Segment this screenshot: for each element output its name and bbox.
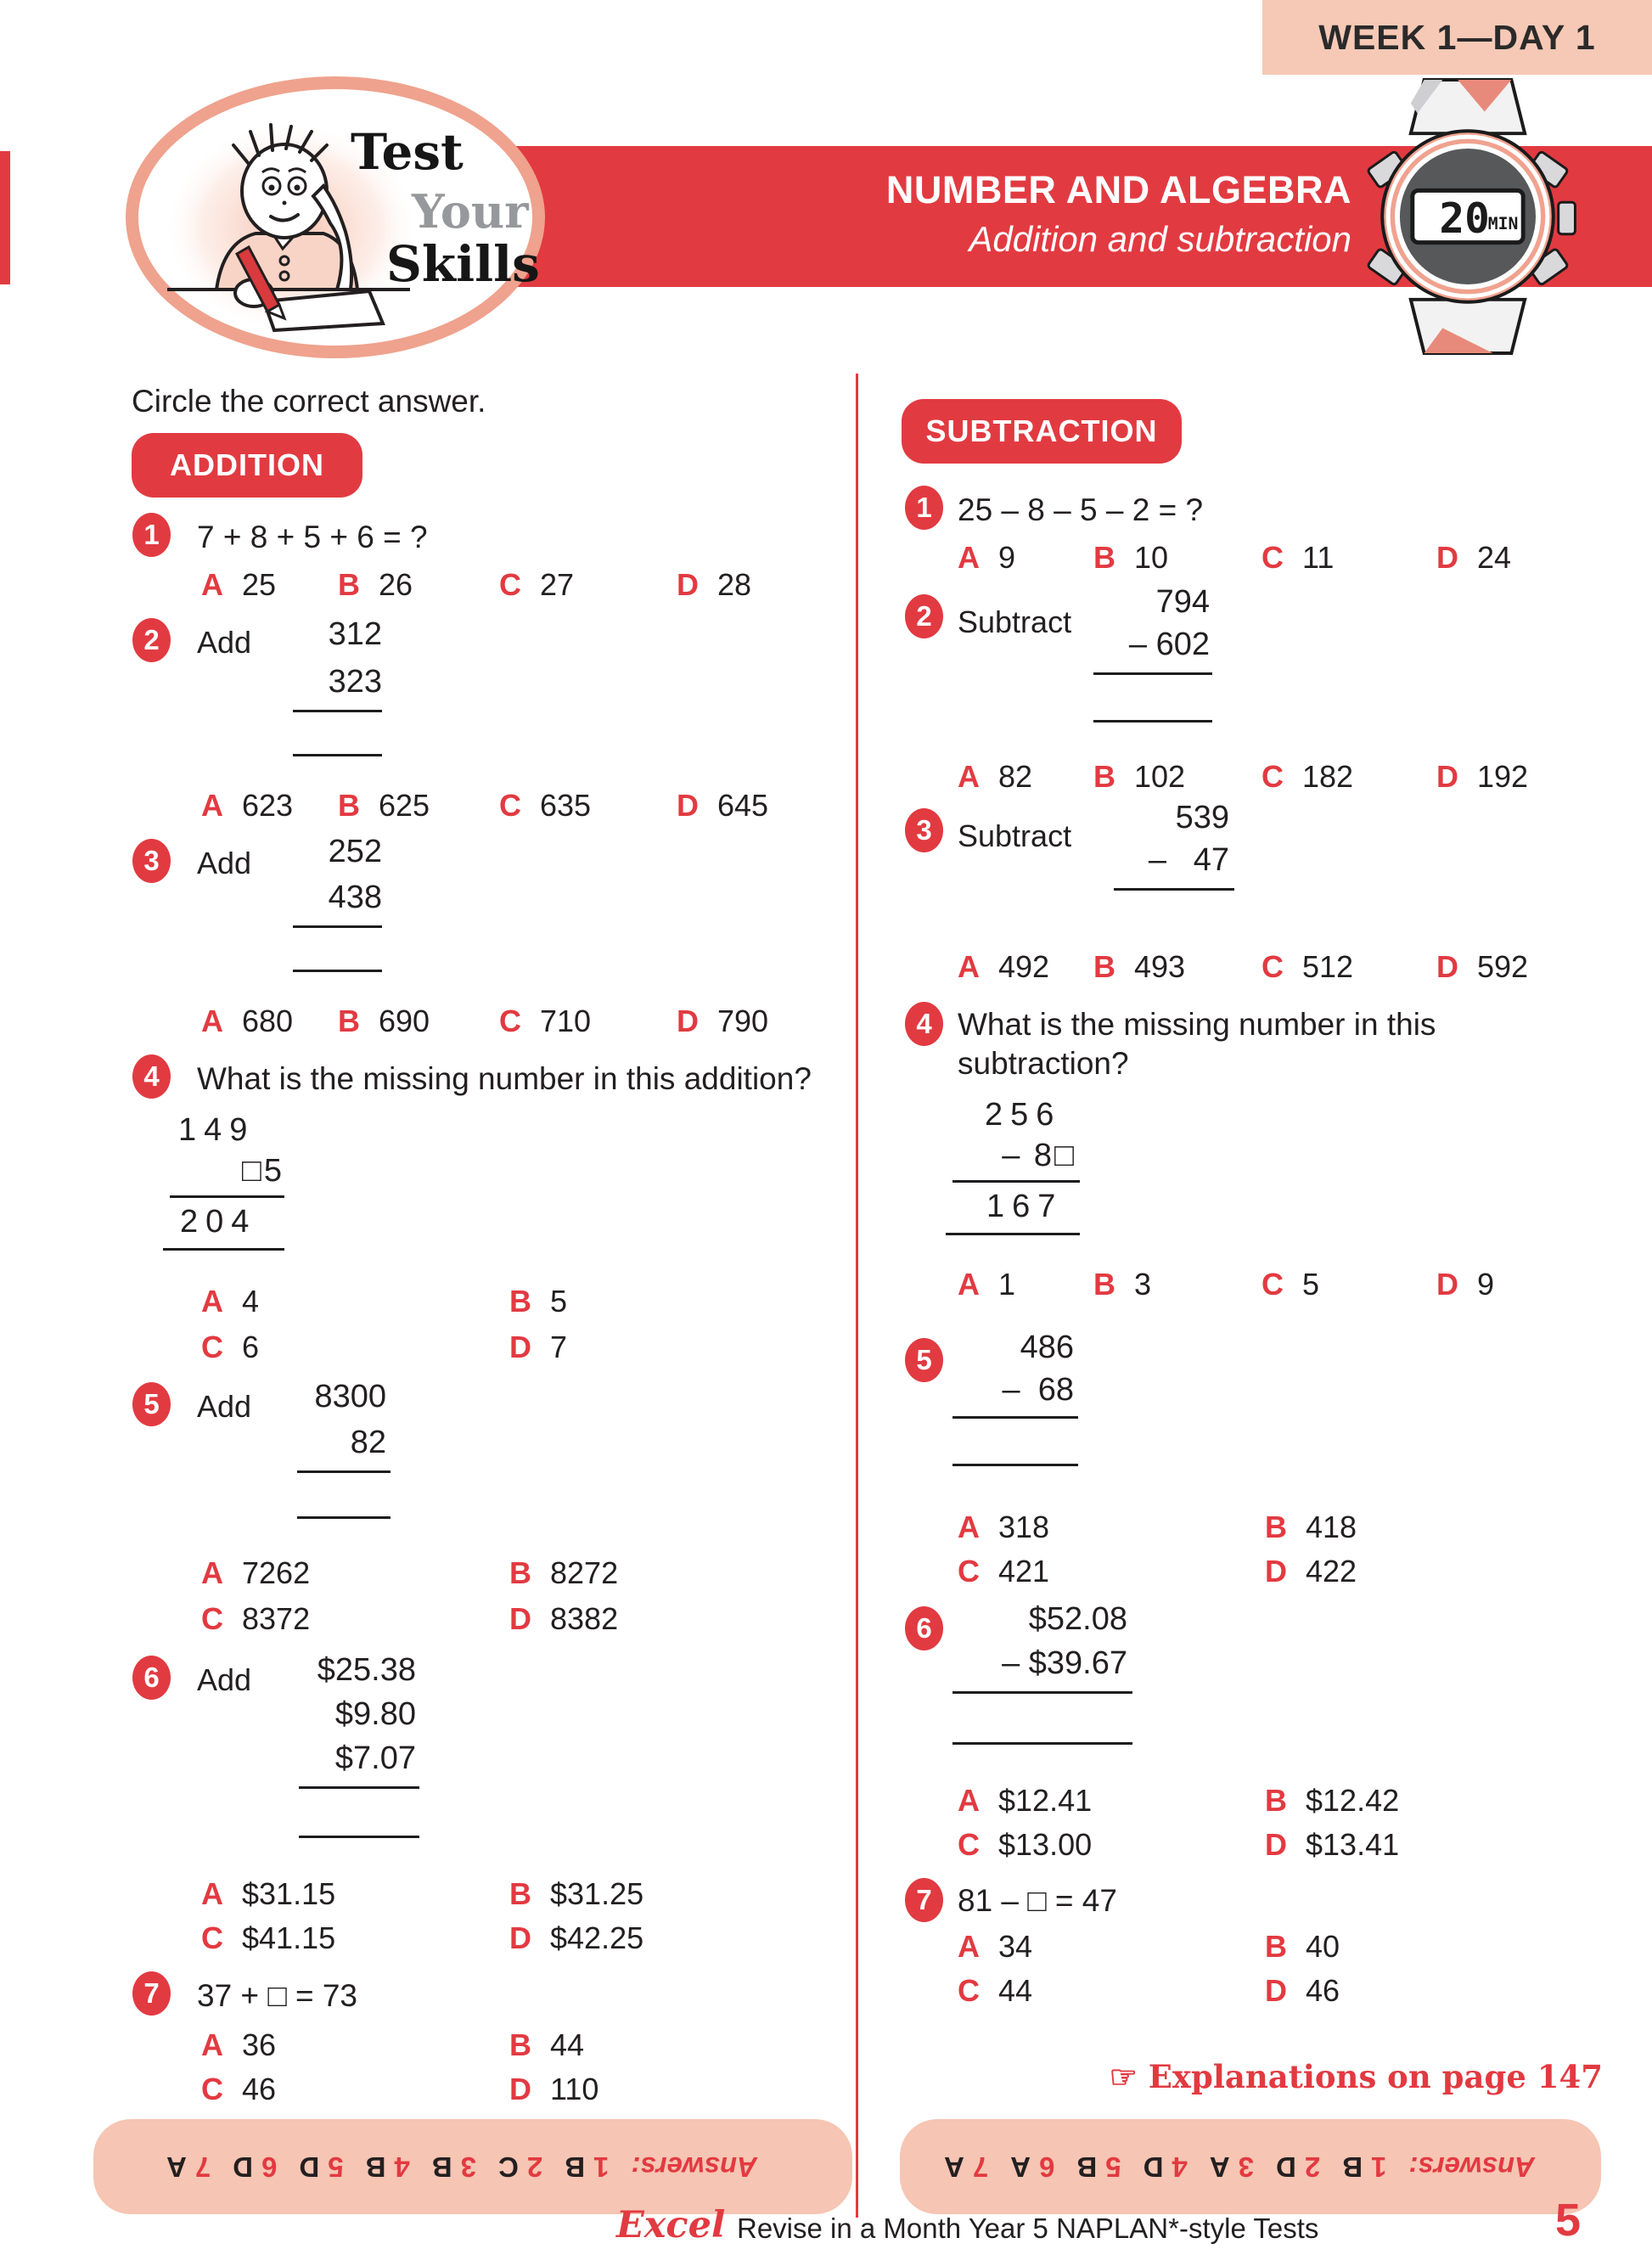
subtraction-q2-option-b[interactable] bbox=[1093, 759, 1185, 795]
addition-q1-number: 1 bbox=[132, 513, 171, 557]
week-day-banner bbox=[1262, 0, 1652, 75]
addition-q4-option-d[interactable] bbox=[509, 1330, 567, 1365]
option-value: 8372 bbox=[242, 1601, 311, 1636]
subtraction-q4-prompt-line2: subtraction? bbox=[958, 1046, 1129, 1081]
addition-q6-option-d[interactable] bbox=[509, 1920, 643, 1956]
subtraction-q1-option-b[interactable] bbox=[1093, 540, 1168, 576]
option-letter: D bbox=[677, 567, 699, 602]
option-letter: B bbox=[1093, 1267, 1115, 1302]
answer-line[interactable] bbox=[1093, 720, 1212, 723]
option-letter: D bbox=[1436, 540, 1458, 575]
subtraction-q2-op: Subtract bbox=[958, 604, 1072, 639]
subtraction-q7-option-c[interactable] bbox=[958, 1973, 1032, 2009]
option-value: 5 bbox=[1302, 1267, 1320, 1302]
option-letter: A bbox=[958, 1267, 980, 1302]
option-value: 9 bbox=[998, 540, 1016, 575]
option-letter: C bbox=[958, 1554, 980, 1588]
stack-line: 82 bbox=[350, 1425, 386, 1460]
option-value: 8382 bbox=[550, 1601, 619, 1636]
test-your-skills-logo bbox=[126, 76, 545, 358]
subtraction-q6-option-c[interactable] bbox=[958, 1827, 1092, 1863]
option-value: 418 bbox=[1306, 1510, 1357, 1544]
math-rule-line bbox=[952, 1691, 1132, 1694]
stack-line: 323 bbox=[328, 664, 382, 700]
option-letter: A bbox=[201, 1555, 223, 1590]
subtraction-q2-option-d[interactable] bbox=[1436, 759, 1528, 795]
stack-line: 256 bbox=[985, 1097, 1062, 1133]
option-value: 635 bbox=[540, 788, 592, 823]
addition-q3-op: Add bbox=[197, 846, 252, 880]
option-letter: B bbox=[338, 788, 360, 823]
section-subtitle: Addition and subtraction bbox=[969, 219, 1351, 259]
subtraction-q3-option-a[interactable] bbox=[958, 949, 1049, 985]
option-letter: D bbox=[509, 1601, 531, 1636]
option-letter: B bbox=[1265, 1929, 1287, 1964]
subtraction-q7-prompt: 81 – □ = 47 bbox=[958, 1883, 1117, 1918]
math-rule-line bbox=[1114, 888, 1234, 891]
option-letter: B bbox=[338, 567, 360, 602]
subtraction-q5-option-d[interactable] bbox=[1265, 1554, 1357, 1589]
addition-q5-number: 5 bbox=[132, 1382, 171, 1426]
option-value: $42.25 bbox=[550, 1920, 644, 1955]
option-letter: A bbox=[958, 540, 980, 575]
addition-q6-option-c[interactable] bbox=[201, 1920, 335, 1956]
addition-q7-option-c[interactable] bbox=[201, 2072, 276, 2107]
option-value: 9 bbox=[1477, 1267, 1495, 1302]
subtraction-q7-number: 7 bbox=[905, 1878, 943, 1922]
option-letter: A bbox=[201, 1876, 223, 1911]
pointing-hand-icon: ☞ bbox=[1109, 2058, 1138, 2095]
option-letter: D bbox=[1436, 759, 1458, 794]
option-value: 24 bbox=[1477, 540, 1512, 575]
option-value: 592 bbox=[1477, 949, 1529, 984]
subtraction-q6-option-a[interactable] bbox=[958, 1783, 1092, 1819]
option-letter: B bbox=[338, 1004, 360, 1038]
subtraction-q1-number: 1 bbox=[905, 486, 943, 530]
option-letter: C bbox=[958, 1973, 980, 2008]
option-value: 40 bbox=[1306, 1929, 1340, 1964]
option-letter: D bbox=[1436, 949, 1458, 984]
option-value: 192 bbox=[1477, 759, 1529, 794]
option-value: 422 bbox=[1306, 1554, 1357, 1588]
math-rule-line bbox=[293, 710, 382, 712]
addition-q5-option-a[interactable] bbox=[201, 1555, 310, 1591]
math-rule-line bbox=[946, 1233, 1080, 1235]
stack-line: – 8□ bbox=[1002, 1138, 1076, 1173]
option-letter: A bbox=[201, 2027, 223, 2062]
answer-line[interactable] bbox=[952, 1742, 1132, 1745]
option-value: $31.15 bbox=[242, 1876, 336, 1911]
option-value: $12.42 bbox=[1306, 1783, 1400, 1818]
answers-label: Answers: bbox=[1408, 2151, 1535, 2183]
option-value: 10 bbox=[1134, 540, 1169, 575]
option-value: 26 bbox=[379, 567, 413, 602]
subtraction-q7-option-a[interactable] bbox=[958, 1929, 1032, 1965]
option-letter: C bbox=[1261, 759, 1284, 794]
option-letter: B bbox=[509, 2027, 531, 2062]
addition-q7-option-a[interactable] bbox=[201, 2027, 276, 2063]
option-letter: C bbox=[201, 2072, 223, 2106]
addition-q7-option-d[interactable] bbox=[509, 2072, 598, 2107]
option-letter: C bbox=[201, 1920, 223, 1955]
math-rule-line bbox=[297, 1470, 391, 1473]
addition-q1-option-b[interactable] bbox=[338, 567, 413, 603]
addition-q4-option-a[interactable] bbox=[201, 1284, 259, 1319]
subtraction-q5-option-a[interactable] bbox=[958, 1510, 1049, 1545]
stack-line: 794 bbox=[1155, 584, 1210, 620]
timer-watch bbox=[1358, 78, 1577, 355]
option-value: 318 bbox=[998, 1510, 1050, 1544]
option-letter: B bbox=[509, 1284, 531, 1319]
stack-line: 204 bbox=[180, 1204, 257, 1240]
subtraction-q2-number: 2 bbox=[905, 594, 943, 638]
addition-q1-option-d[interactable] bbox=[677, 567, 751, 603]
option-letter: B bbox=[1265, 1510, 1287, 1544]
option-letter: C bbox=[499, 1004, 521, 1038]
addition-q5-option-d[interactable] bbox=[509, 1601, 618, 1637]
math-rule-line bbox=[299, 1786, 419, 1789]
option-letter: C bbox=[958, 1827, 980, 1862]
stack-line: 8300 bbox=[314, 1379, 386, 1414]
option-value: 7262 bbox=[242, 1555, 311, 1590]
addition-q5-option-b[interactable] bbox=[509, 1555, 618, 1591]
stack-line: 438 bbox=[328, 880, 382, 915]
option-value: 710 bbox=[540, 1004, 592, 1038]
option-letter: D bbox=[677, 1004, 699, 1038]
addition-q7-option-b[interactable] bbox=[509, 2027, 584, 2063]
stack-line: $9.80 bbox=[334, 1696, 416, 1732]
option-value: $13.41 bbox=[1306, 1827, 1400, 1862]
option-letter: A bbox=[958, 1783, 980, 1818]
option-letter: B bbox=[1093, 540, 1115, 575]
option-value: 493 bbox=[1134, 949, 1186, 984]
subtraction-q1-option-d[interactable] bbox=[1436, 540, 1511, 576]
stack-line: $7.07 bbox=[334, 1740, 416, 1776]
addition-q4-number: 4 bbox=[132, 1054, 171, 1099]
addition-q2-option-d[interactable] bbox=[677, 788, 768, 824]
subtraction-q4-prompt-line1: What is the missing number in this bbox=[958, 1007, 1436, 1042]
logo-word-test: Test bbox=[351, 123, 464, 181]
subtraction-q5-option-b[interactable] bbox=[1265, 1510, 1357, 1545]
option-value: 44 bbox=[998, 1973, 1033, 2008]
option-letter: D bbox=[1265, 1973, 1287, 2008]
subtraction-section-badge bbox=[902, 399, 1182, 464]
option-value: 6 bbox=[242, 1330, 260, 1364]
explanations-text: Explanations on page 147 bbox=[1148, 2058, 1603, 2095]
option-value: 27 bbox=[540, 567, 575, 602]
stack-line: 167 bbox=[986, 1189, 1064, 1224]
option-value: 690 bbox=[379, 1004, 430, 1038]
option-value: 8272 bbox=[550, 1555, 619, 1590]
option-letter: B bbox=[509, 1876, 531, 1911]
footer-title: Revise in a Month Year 5 NAPLAN*-style Tests bbox=[737, 2213, 1319, 2244]
subtraction-q4-option-a[interactable] bbox=[958, 1267, 1015, 1302]
option-value: 102 bbox=[1134, 759, 1186, 794]
option-value: 5 bbox=[550, 1284, 568, 1319]
option-value: 1 bbox=[998, 1267, 1016, 1302]
option-value: 7 bbox=[550, 1330, 568, 1364]
subtraction-q3-op: Subtract bbox=[958, 818, 1072, 853]
answer-line[interactable] bbox=[299, 1836, 419, 1838]
subtraction-section-label: SUBTRACTION bbox=[925, 413, 1158, 448]
option-value: $13.00 bbox=[998, 1827, 1093, 1862]
addition-q3-option-d[interactable] bbox=[677, 1004, 768, 1039]
math-rule-line bbox=[1093, 672, 1212, 675]
subtraction-q2-option-c[interactable] bbox=[1261, 759, 1353, 795]
subtraction-q3-option-c[interactable] bbox=[1261, 949, 1353, 985]
option-letter: D bbox=[1265, 1554, 1287, 1588]
addition-q3-option-c[interactable] bbox=[499, 1004, 591, 1039]
stack-line: 312 bbox=[328, 616, 382, 652]
answers-subtraction-text: Answers:1B2D3A4D5B6A7A bbox=[944, 2151, 1535, 2183]
math-rule-line bbox=[170, 1195, 284, 1198]
answers-addition-text: Answers:1B2C3B4B5D6D7A bbox=[166, 2151, 757, 2183]
page-number: 5 bbox=[1555, 2195, 1582, 2246]
option-letter: D bbox=[509, 2072, 531, 2106]
subtraction-q1-option-a[interactable] bbox=[958, 540, 1015, 576]
subtraction-q5-number: 5 bbox=[905, 1338, 943, 1382]
answers-label: Answers: bbox=[631, 2151, 757, 2183]
addition-q2-option-a[interactable] bbox=[201, 788, 293, 824]
subtraction-q6-number: 6 bbox=[905, 1606, 943, 1650]
subtraction-q7-option-d[interactable] bbox=[1265, 1973, 1340, 2009]
answer-line[interactable] bbox=[293, 970, 382, 972]
addition-section-label: ADDITION bbox=[170, 447, 324, 482]
stack-line: $52.08 bbox=[1028, 1601, 1127, 1637]
option-value: 34 bbox=[998, 1929, 1033, 1964]
option-value: 36 bbox=[242, 2027, 277, 2062]
stack-line: – 47 bbox=[1148, 842, 1229, 878]
option-letter: D bbox=[509, 1920, 531, 1955]
option-value: $12.41 bbox=[998, 1783, 1093, 1818]
option-value: 680 bbox=[242, 1004, 294, 1038]
option-letter: D bbox=[1265, 1827, 1287, 1862]
option-letter: C bbox=[1261, 1267, 1284, 1302]
option-letter: C bbox=[1261, 540, 1284, 575]
option-letter: B bbox=[1093, 949, 1115, 984]
answer-line[interactable] bbox=[293, 754, 382, 756]
option-value: $31.25 bbox=[550, 1876, 644, 1911]
addition-section-badge bbox=[132, 433, 362, 498]
subtraction-q4-option-c[interactable] bbox=[1261, 1267, 1319, 1302]
subtraction-q2-option-a[interactable] bbox=[958, 759, 1032, 795]
option-value: 421 bbox=[998, 1554, 1050, 1588]
instruction-text: Circle the correct answer. bbox=[132, 384, 486, 419]
option-value: 46 bbox=[1306, 1973, 1340, 2008]
subtraction-q6-option-b[interactable] bbox=[1265, 1783, 1399, 1819]
stack-line: 252 bbox=[328, 834, 382, 869]
option-letter: C bbox=[1261, 949, 1284, 984]
subtraction-q6-option-d[interactable] bbox=[1265, 1827, 1399, 1863]
addition-q1-option-c[interactable] bbox=[499, 567, 574, 603]
subtraction-q1-prompt: 25 – 8 – 5 – 2 = ? bbox=[958, 492, 1204, 527]
option-value: 512 bbox=[1302, 949, 1354, 984]
timer-unit: MIN bbox=[1487, 213, 1519, 233]
addition-q5-option-c[interactable] bbox=[201, 1601, 310, 1637]
band-left-bleed bbox=[0, 151, 10, 284]
option-letter: A bbox=[201, 1004, 223, 1038]
subtraction-q1-option-c[interactable] bbox=[1261, 540, 1334, 576]
addition-q2-op: Add bbox=[197, 625, 252, 660]
answers-strip-subtraction bbox=[900, 2119, 1601, 2214]
option-letter: D bbox=[677, 788, 699, 823]
subtraction-q5-option-c[interactable] bbox=[958, 1554, 1049, 1589]
option-value: 28 bbox=[717, 567, 752, 602]
option-letter: A bbox=[958, 1929, 980, 1964]
timer-minutes: 20 bbox=[1439, 193, 1490, 243]
math-rule-line bbox=[952, 1416, 1078, 1419]
answers-strip-addition bbox=[93, 2119, 852, 2214]
option-value: 82 bbox=[998, 759, 1033, 794]
option-letter: D bbox=[509, 1330, 531, 1364]
section-title: NUMBER AND ALGEBRA bbox=[885, 168, 1351, 211]
option-value: 492 bbox=[998, 949, 1050, 984]
option-letter: D bbox=[1436, 1267, 1458, 1302]
stack-line: □5 bbox=[241, 1153, 284, 1189]
column-divider bbox=[856, 374, 858, 2218]
addition-q6-option-a[interactable] bbox=[201, 1876, 335, 1912]
option-letter: C bbox=[499, 788, 521, 823]
option-value: 645 bbox=[717, 788, 769, 823]
option-value: 623 bbox=[242, 788, 294, 823]
math-rule-line bbox=[163, 1248, 284, 1251]
option-value: 3 bbox=[1134, 1267, 1152, 1302]
option-value: 25 bbox=[242, 567, 277, 602]
option-letter: A bbox=[201, 788, 223, 823]
addition-q3-option-b[interactable] bbox=[338, 1004, 430, 1039]
stack-line: 539 bbox=[1175, 800, 1229, 835]
option-letter: A bbox=[201, 1284, 223, 1319]
addition-q6-option-b[interactable] bbox=[509, 1876, 643, 1912]
answer-line[interactable] bbox=[297, 1516, 391, 1519]
week-day-label: WEEK 1—DAY 1 bbox=[1318, 17, 1596, 57]
option-value: 44 bbox=[550, 2027, 585, 2062]
option-letter: C bbox=[499, 567, 521, 602]
subtraction-q4-option-b[interactable] bbox=[1093, 1267, 1151, 1302]
option-value: $41.15 bbox=[242, 1920, 336, 1955]
footer-brand: Excel bbox=[616, 2204, 726, 2246]
addition-q4-prompt: What is the missing number in this addition? bbox=[197, 1061, 812, 1096]
option-value: 625 bbox=[379, 788, 430, 823]
addition-q4-option-c[interactable] bbox=[201, 1330, 259, 1365]
subtraction-q4-number: 4 bbox=[905, 1002, 943, 1046]
option-letter: A bbox=[958, 1510, 980, 1544]
addition-q2-option-c[interactable] bbox=[499, 788, 591, 824]
option-letter: B bbox=[1093, 759, 1115, 794]
addition-q7-prompt: 37 + □ = 73 bbox=[197, 1978, 357, 2013]
option-letter: B bbox=[1265, 1783, 1287, 1818]
stack-line: 486 bbox=[1020, 1330, 1074, 1365]
subtraction-q3-number: 3 bbox=[905, 808, 943, 852]
option-letter: B bbox=[509, 1555, 531, 1590]
addition-q6-number: 6 bbox=[132, 1656, 171, 1700]
addition-q1-prompt: 7 + 8 + 5 + 6 = ? bbox=[197, 520, 428, 554]
explanations-note bbox=[1110, 2058, 1603, 2095]
stack-line: $25.38 bbox=[317, 1652, 416, 1688]
addition-q5-op: Add bbox=[197, 1389, 252, 1424]
subtraction-q3-option-d[interactable] bbox=[1436, 949, 1528, 985]
option-value: 182 bbox=[1302, 759, 1354, 794]
stack-line: – 602 bbox=[1128, 627, 1210, 662]
option-letter: A bbox=[958, 759, 980, 794]
subtraction-q4-option-d[interactable] bbox=[1436, 1267, 1494, 1302]
stack-line: 149 bbox=[178, 1112, 256, 1148]
option-letter: C bbox=[201, 1330, 223, 1364]
addition-q1-option-a[interactable] bbox=[201, 567, 276, 603]
logo-word-skills: Skills bbox=[386, 235, 540, 293]
option-letter: A bbox=[201, 567, 223, 602]
addition-q6-op: Add bbox=[197, 1662, 252, 1697]
option-value: 110 bbox=[550, 2072, 599, 2106]
math-rule-line bbox=[293, 925, 382, 928]
option-value: 790 bbox=[717, 1004, 769, 1038]
subtraction-q7-option-b[interactable] bbox=[1265, 1929, 1340, 1965]
option-letter: A bbox=[958, 949, 980, 984]
addition-q7-number: 7 bbox=[132, 1971, 171, 2016]
addition-q4-option-b[interactable] bbox=[509, 1284, 567, 1319]
option-value: 11 bbox=[1302, 540, 1335, 575]
stack-line: – 68 bbox=[1002, 1372, 1074, 1408]
addition-q2-option-b[interactable] bbox=[338, 788, 430, 824]
addition-q3-option-a[interactable] bbox=[201, 1004, 293, 1039]
addition-q2-number: 2 bbox=[132, 618, 171, 662]
option-value: 46 bbox=[242, 2072, 277, 2106]
answer-line[interactable] bbox=[952, 1464, 1078, 1466]
math-rule-line bbox=[952, 1180, 1080, 1183]
option-letter: C bbox=[201, 1601, 223, 1636]
addition-q3-number: 3 bbox=[132, 839, 171, 883]
stack-line: – $39.67 bbox=[1002, 1645, 1127, 1681]
subtraction-q3-option-b[interactable] bbox=[1093, 949, 1185, 985]
logo-word-your: Your bbox=[412, 184, 529, 239]
option-value: 4 bbox=[242, 1284, 260, 1319]
